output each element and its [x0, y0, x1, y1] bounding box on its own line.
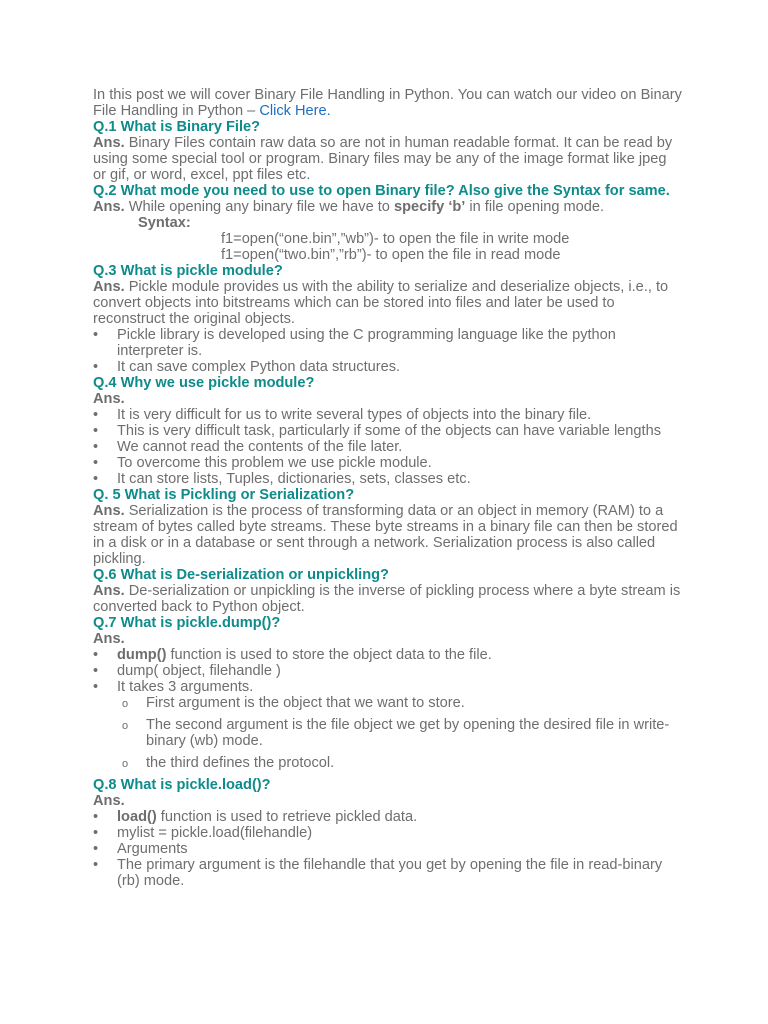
answer-6: Ans. De-serialization or unpickling is the inverse of pickling process where a byte stream is converted back to Python object. — [93, 583, 681, 615]
question-6: Q.6 What is De-serialization or unpickling? — [93, 567, 389, 583]
syntax-label: Syntax: — [138, 215, 191, 231]
sub-list-item: o the third defines the protocol. — [93, 755, 683, 771]
sub-list-item: o The second argument is the file object we get by opening the desired file in write-binary (wb) mode. — [93, 717, 683, 749]
list-item: • This is very difficult task, particularly if some of the objects can have variable lengths — [93, 423, 683, 439]
question-3: Q.3 What is pickle module? — [93, 263, 283, 279]
list-item: • It can save complex Python data structures. — [93, 359, 683, 375]
sub-bullet-list-7 — [93, 695, 683, 771]
answer-2: Ans. While opening any binary file we have to specify ‘b’ in file opening mode. — [93, 199, 605, 215]
video-link[interactable]: Click Here. — [259, 103, 331, 119]
question-4: Q.4 Why we use pickle module? — [93, 375, 315, 391]
bullet-list-4 — [93, 407, 683, 487]
question-2: Q.2 What mode you need to use to open Binary file? Also give the Syntax for same. — [93, 183, 670, 199]
list-item: • mylist = pickle.load(filehandle) — [93, 825, 683, 841]
ans-label: Ans. — [93, 279, 125, 295]
list-item: • load() function is used to retrieve pickled data. — [93, 809, 683, 825]
list-item: • dump( object, filehandle ) — [93, 663, 683, 679]
syntax-line-write: f1=open(“one.bin”,”wb”)- to open the file in write mode — [221, 231, 570, 247]
ans-label: Ans. — [93, 793, 125, 809]
answer-3: Ans. Pickle module provides us with the ability to serialize and deserialize objects, i.e., to convert objects into bitstreams which can be stored into files and later be used to reconstruct the original objects. — [93, 279, 669, 327]
ans-label: Ans. — [93, 199, 125, 215]
bullet-list-8 — [93, 809, 683, 889]
question-8: Q.8 What is pickle.load()? — [93, 777, 271, 793]
article-body — [93, 87, 683, 889]
intro-paragraph — [93, 87, 683, 119]
list-item: • We cannot read the contents of the file later. — [93, 439, 683, 455]
intro-text: In this post we will cover Binary File Handling in Python. You can watch our video on Binary File Handling in Python – — [93, 87, 682, 119]
list-item: • Arguments — [93, 841, 683, 857]
list-item: • It is very difficult for us to write several types of objects into the binary file. — [93, 407, 683, 423]
ans-label: Ans. — [93, 583, 125, 599]
ans-label: Ans. — [93, 391, 125, 407]
answer-1: Ans. Binary Files contain raw data so are not in human readable format. It can be read by using some special tool or program. Binary files may be any of the image format like jpeg or gif, or word, excel, ppt files etc. — [93, 135, 673, 183]
list-item: • It takes 3 arguments. — [93, 679, 683, 695]
ans-label: Ans. — [93, 135, 125, 151]
ans-label: Ans. — [93, 631, 125, 647]
bullet-list-3 — [93, 327, 683, 375]
list-item: • The primary argument is the filehandle that you get by opening the file in read-binary (rb) mode. — [93, 857, 683, 889]
question-1: Q.1 What is Binary File? — [93, 119, 261, 135]
answer-5: Ans. Serialization is the process of transforming data or an object in memory (RAM) to a stream of bytes called byte streams. These byte streams in a binary file can then be stored in a disk or in a database or sent through a network. Serialization process is also called pickling. — [93, 503, 678, 567]
sub-list-item: o First argument is the object that we want to store. — [93, 695, 683, 711]
question-7: Q.7 What is pickle.dump()? — [93, 615, 281, 631]
list-item: • Pickle library is developed using the C programming language like the python interpreter is. — [93, 327, 683, 359]
list-item: • dump() function is used to store the object data to the file. — [93, 647, 683, 663]
list-item: • It can store lists, Tuples, dictionaries, sets, classes etc. — [93, 471, 683, 487]
list-item: • To overcome this problem we use pickle module. — [93, 455, 683, 471]
question-5: Q. 5 What is Pickling or Serialization? — [93, 487, 355, 503]
ans-label: Ans. — [93, 503, 125, 519]
syntax-line-read: f1=open(“two.bin”,”rb”)- to open the file in read mode — [221, 247, 561, 263]
bullet-list-7 — [93, 647, 683, 695]
